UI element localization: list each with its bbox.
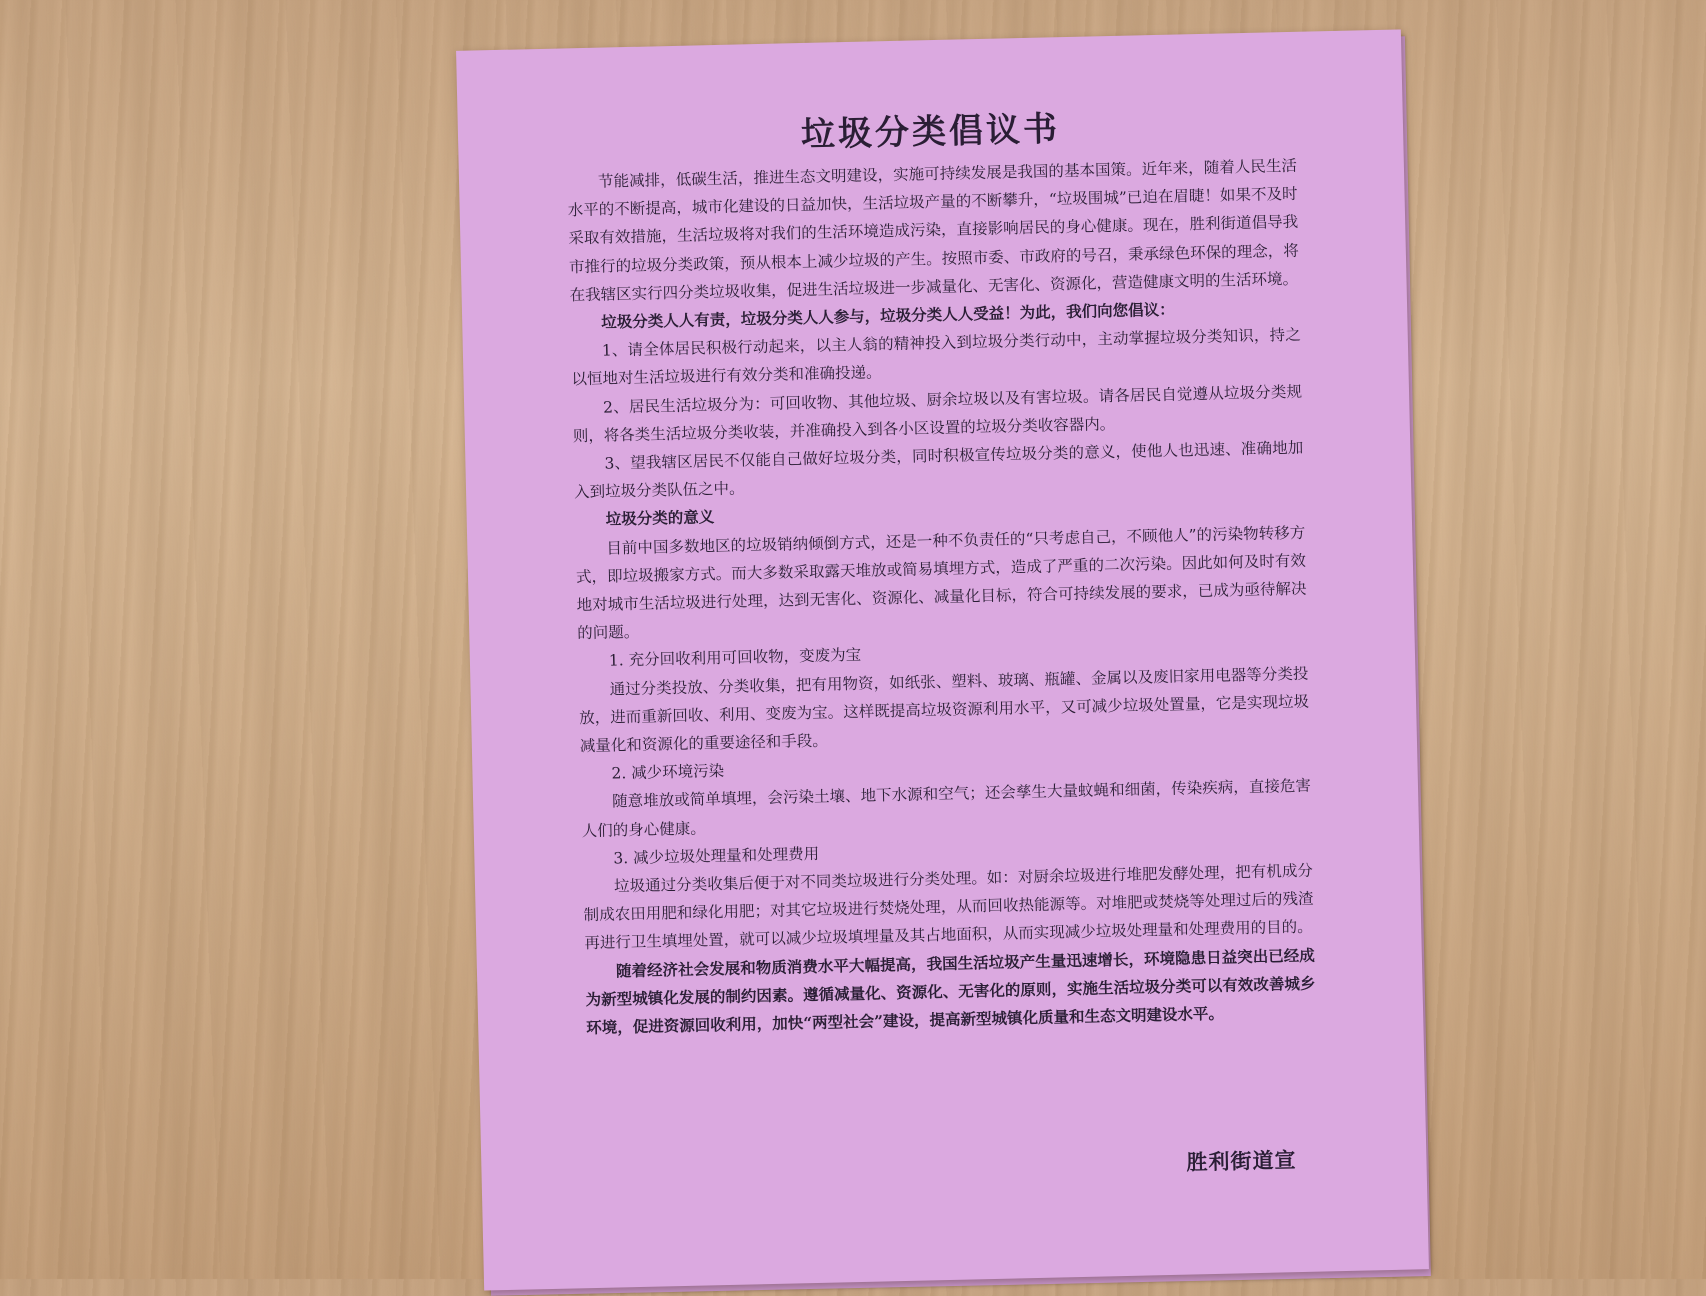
proposal-item: 1、请全体居民积极行动起来，以主人翁的精神投入到垃圾分类行动中，主动掌握垃圾分类知识，持之以恒地对生活垃圾进行有效分类和准确投递。: [571, 326, 1301, 389]
point-text: 通过分类投放、分类收集，把有用物资，如纸张、塑料、玻璃、瓶罐、金属以及废旧家用电器等分类投放，进而重新回收、利用、变废为宝。这样既提高垃圾资源利用水平，又可减少垃圾处置量，它是实现垃圾减量化和资源化的重要途径和手段。: [579, 664, 1310, 756]
proposal-item: 2、居民生活垃圾分为：可回收物、其他垃圾、厨余垃圾以及有害垃圾。请各居民自觉遵从垃圾分类规则，将各类生活垃圾分类收装，并准确投入到各小区设置的垃圾分类收容器内。: [572, 382, 1303, 446]
point-heading: 1. 充分回收利用可回收物，变废为宝: [608, 646, 862, 671]
document-title: 垃圾分类倡议书: [800, 109, 1061, 156]
point-text: 垃圾通过分类收集后便于对不同类垃圾进行分类处理。如：对厨余垃圾进行堆肥发酵处理，把有机成分制成农田用肥和绿化用肥；对其它垃圾进行焚烧处理，从而回收热能源等。对堆肥或焚烧等处理过后的残渣再进行卫生填埋处置，就可以减少垃圾填埋量及其占地面积，从而实现减少垃圾处理量和处理费用的目的。: [583, 861, 1314, 953]
proposal-item: 3、望我辖区居民不仅能自己做好垃圾分类，同时积极宣传垃圾分类的意义，使他人也迅速、准确地加入到垃圾分类队伍之中。: [573, 438, 1304, 502]
point-text: 随意堆放或简单填埋，会污染土壤、地下水源和空气；还会孳生大量蚊蝇和细菌，传染疾病，直接危害人们的身心健康。: [581, 777, 1312, 840]
meaning-heading: 垃圾分类的意义: [605, 507, 715, 530]
signature: 胜利街道宣: [1186, 1147, 1297, 1175]
meaning-intro: 目前中国多数地区的垃圾销纳倾倒方式，还是一种不负责任的“只考虑自己，不顾他人”的污染物转移方式，即垃圾搬家方式。而大多数采取露天堆放或简易填埋方式，造成了严重的二次污染。因此如何及时有效地对城市生活垃圾进行处理，达到无害化、资源化、减量化目标，符合可持续发展的要求，已成为亟待解决的问题。: [575, 523, 1307, 643]
point-heading: 2. 减少环境污染: [611, 762, 725, 783]
call-paragraph: 垃圾分类人人有责，垃圾分类人人参与，垃圾分类人人受益！为此，我们向您倡议：: [601, 299, 1175, 332]
pink-leaflet: [456, 29, 1429, 1290]
document-body: [567, 152, 1317, 1043]
closing-paragraph: 随着经济社会发展和物质消费水平大幅提高，我国生活垃圾产生量迅速增长，环境隐患日益突出已经成为新型城镇化发展的制约因素。遵循减量化、资源化、无害化的原则，实施生活垃圾分类可以有效改善城乡环境，促进资源回收利用，加快“两型社会”建设，提高新型城镇化质量和生态文明建设水平。: [585, 945, 1316, 1038]
point-heading: 3. 减少垃圾处理量和处理费用: [613, 844, 820, 868]
intro-paragraph: 节能减排，低碳生活，推进生态文明建设，实施可持续发展是我国的基本国策。近年来，随着人民生活水平的不断提高，城市化建设的日益加快，生活垃圾产量的不断攀升，“垃圾围城”已迫在眉睫！如果不及时采取有效措施，生活垃圾将对我们的生活环境造成污染，直接影响居民的身心健康。现在，胜利街道倡导我市推行的垃圾分类政策，预从根本上减少垃圾的产生。按照市委、市政府的号召，秉承绿色环保的理念，将在我辖区实行四分类垃圾收集，促进生活垃圾进一步减量化、无害化、资源化，营造健康文明的生活环境。: [567, 156, 1300, 305]
